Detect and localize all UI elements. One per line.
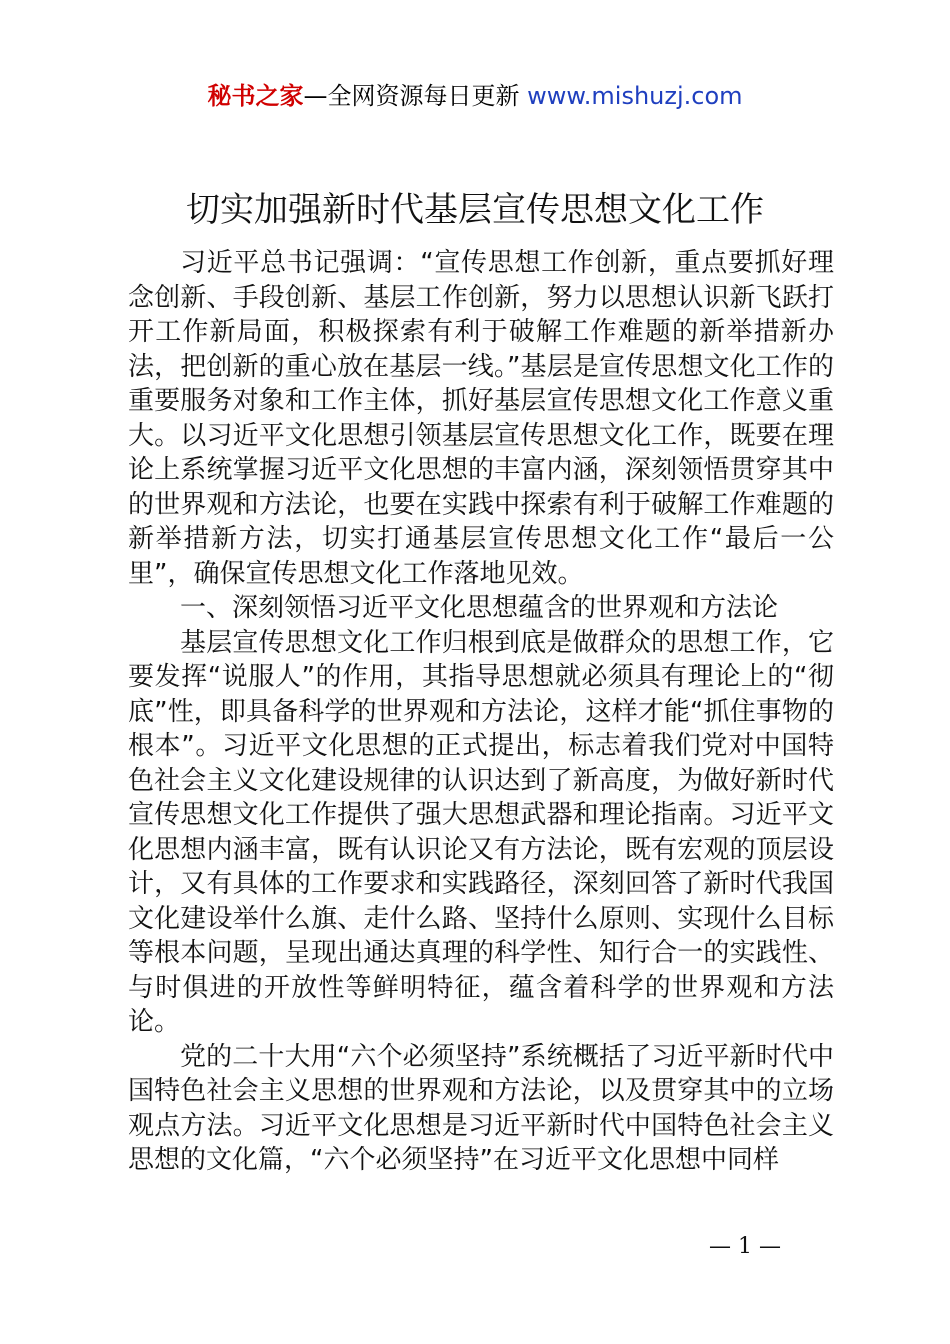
body-paragraph-intro: 习近平总书记强调：“宣传思想工作创新，重点要抓好理念创新、手段创新、基层工作创新，努力以思想认识新飞跃打开工作新局面，积极探索有利于破解工作难题的新举措新办法，把创新的重心放在基层一线。”基层是宣传思想文化工作的重要服务对象和工作主体，抓好基层宣传思想文化工作意义重大。以习近平文化思想引领基层宣传思想文化工作，既要在理论上系统掌握习近平文化思想的丰富内涵，深刻领悟贯穿其中的世界观和方法论，也要在实践中探索有利于破解工作难题的新举措新方法，切实打通基层宣传思想文化工作“最后一公里”，确保宣传思想文化工作落地见效。 bbox=[128, 248, 834, 589]
site-name: 秘书之家 bbox=[207, 82, 304, 110]
site-slogan: —全网资源每日更新 bbox=[303, 82, 528, 110]
body-paragraph-section-1-cont: 党的二十大用“六个必须坚持”系统概括了习近平新时代中国特色社会主义思想的世界观和方法论，以及贯穿其中的立场观点方法。习近平文化思想是习近平新时代中国特色社会主义思想的文化篇，“六个必须坚持”在习近平文化思想中同样 bbox=[128, 1041, 834, 1175]
body-paragraph-section-1: 基层宣传思想文化工作归根到底是做群众的思想工作，它要发挥“说服人”的作用，其指导思想就必须具有理论上的“彻底”性，即具备科学的世界观和方法论，这样才能“抓住事物的根本”。习近平文化思想的正式提出，标志着我们党对中国特色社会主义文化建设规律的认识达到了新高度，为做好新时代宣传思想文化工作提供了强大思想武器和理论指南。习近平文化思想内涵丰富，既有认识论又有方法论，既有宏观的顶层设计，又有具体的工作要求和实践路径，深刻回答了新时代我国文化建设举什么旗、走什么路、坚持什么原则、实现什么目标等根本问题，呈现出通达真理的科学性、知行合一的实践性、与时俱进的开放性等鲜明特征，蕴含着科学的世界观和方法论。 bbox=[128, 627, 834, 1037]
page-number: — 1 — bbox=[709, 1234, 781, 1259]
site-url-link[interactable]: www.mishuzj.com bbox=[527, 82, 743, 110]
section-heading-1: 一、深刻领悟习近平文化思想蕴含的世界观和方法论 bbox=[180, 593, 779, 623]
page-header bbox=[0, 80, 950, 112]
document-body bbox=[128, 246, 834, 1178]
document-title: 切实加强新时代基层宣传思想文化工作 bbox=[186, 190, 764, 230]
